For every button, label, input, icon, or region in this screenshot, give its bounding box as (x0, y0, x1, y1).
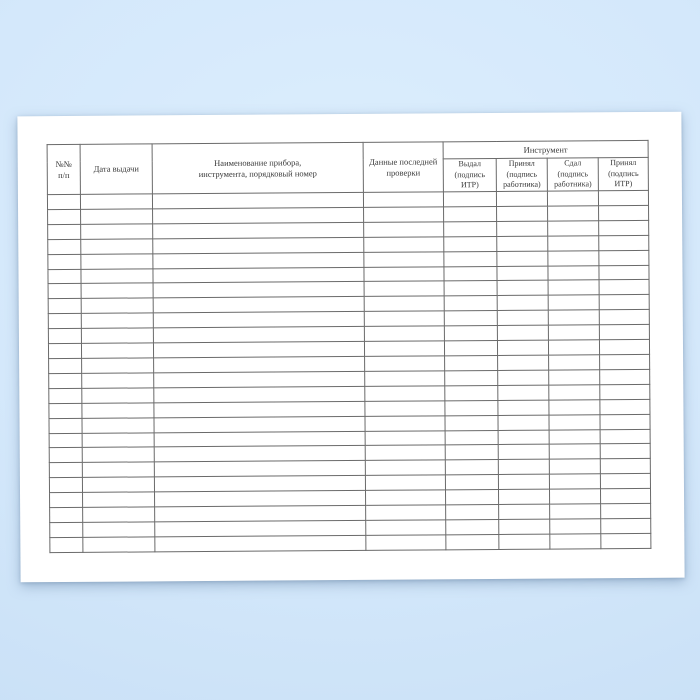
table-cell (444, 266, 497, 281)
table-cell (365, 445, 445, 460)
table-cell (48, 269, 81, 284)
table-cell (82, 358, 154, 373)
table-cell (365, 356, 445, 371)
table-cell (153, 282, 364, 298)
table-cell (601, 533, 651, 549)
table-cell (81, 313, 153, 328)
table-cell (81, 209, 153, 224)
table-cell (152, 192, 363, 208)
table-cell (364, 311, 444, 326)
table-cell (498, 430, 549, 445)
table-cell (444, 236, 497, 251)
table-cell (47, 194, 80, 209)
table-cell (364, 207, 444, 222)
table-cell (497, 221, 548, 236)
table-cell (49, 463, 82, 478)
table-cell (445, 370, 498, 385)
table-cell (154, 416, 365, 432)
table-cell (365, 430, 445, 445)
table-cell (81, 268, 153, 283)
table-cell (154, 431, 365, 447)
table-cell (497, 340, 548, 355)
table-cell (153, 222, 364, 238)
table-cell (364, 237, 444, 252)
table-cell (598, 190, 648, 205)
col-header-received-by-worker: Принял (подпись работника) (496, 158, 547, 191)
table-cell (599, 339, 649, 354)
table-cell (83, 537, 155, 553)
table-cell (155, 505, 366, 521)
table-cell (82, 477, 154, 492)
table-cell (599, 205, 649, 220)
table-cell (498, 459, 549, 474)
table-cell (498, 415, 549, 430)
table-cell (498, 355, 549, 370)
table-cell (81, 343, 153, 358)
col-header-last-check: Данные последней проверки (363, 142, 443, 193)
table-cell (49, 358, 82, 373)
table-cell (48, 314, 81, 329)
table-cell (153, 297, 364, 313)
table-cell (445, 385, 498, 400)
table-cell (599, 250, 649, 265)
table-cell (498, 400, 549, 415)
table-cell (49, 478, 82, 493)
table-cell (81, 298, 153, 313)
table-cell (548, 295, 599, 310)
table-cell (498, 370, 549, 385)
table-cell (364, 296, 444, 311)
table-cell (50, 522, 83, 537)
table-cell (365, 475, 445, 490)
table-cell (548, 265, 599, 280)
table-cell (153, 341, 364, 357)
col-header-received-by-itr: Принял (подпись ИТР) (598, 157, 648, 190)
table-cell (444, 296, 497, 311)
table-cell (599, 220, 649, 235)
table-cell (599, 325, 649, 340)
table-cell (48, 299, 81, 314)
table-cell (48, 224, 81, 239)
table-cell (499, 519, 550, 534)
table-cell (497, 281, 548, 296)
table-cell (48, 209, 81, 224)
table-cell (496, 191, 547, 206)
table-cell (445, 355, 498, 370)
table-cell (49, 433, 82, 448)
table-cell (547, 191, 598, 206)
table-cell (49, 448, 82, 463)
table-cell (48, 254, 81, 269)
table-cell (600, 474, 650, 489)
table-cell (364, 341, 444, 356)
table-cell (155, 491, 366, 507)
table-cell (81, 328, 153, 343)
table-cell (444, 251, 497, 266)
table-cell (82, 432, 154, 447)
table-cell (366, 505, 446, 520)
table-cell (549, 489, 600, 504)
table-cell (48, 329, 81, 344)
table-cell (443, 191, 496, 206)
table-cell (549, 370, 600, 385)
table-cell (497, 206, 548, 221)
table-cell (80, 194, 152, 209)
table-cell (154, 356, 365, 372)
table-cell (550, 519, 601, 534)
table-cell (153, 327, 364, 343)
table-cell (445, 400, 498, 415)
table-cell (446, 534, 499, 550)
table-cell (82, 462, 154, 477)
table-cell (444, 206, 497, 221)
col-header-item-name: Наименование прибора, инструмента, порядковый номер (152, 142, 363, 193)
table-cell (599, 235, 649, 250)
table-cell (444, 221, 497, 236)
table-cell (154, 461, 365, 477)
table-row (50, 533, 651, 552)
table-cell (550, 504, 601, 519)
table-cell (549, 385, 600, 400)
table-cell (363, 192, 443, 207)
table-cell (82, 417, 154, 432)
col-header-number: №№ п/п (47, 144, 80, 194)
table-cell (364, 251, 444, 266)
table-cell (364, 222, 444, 237)
table-cell (446, 490, 499, 505)
table-cell (599, 310, 649, 325)
table-cell (446, 505, 499, 520)
table-cell (600, 384, 650, 399)
table-cell (599, 280, 649, 295)
table-cell (600, 414, 650, 429)
table-cell (549, 474, 600, 489)
table-cell (600, 429, 650, 444)
table-cell (497, 251, 548, 266)
table-cell (445, 460, 498, 475)
table-cell (498, 445, 549, 460)
table-cell (49, 418, 82, 433)
table-cell (549, 414, 600, 429)
table-cell (498, 385, 549, 400)
table-cell (366, 535, 446, 551)
table-cell (600, 354, 650, 369)
table-cell (549, 355, 600, 370)
tool-issuance-log-table (47, 140, 652, 553)
table-cell (82, 388, 154, 403)
table-cell (497, 236, 548, 251)
table-cell (153, 267, 364, 283)
table-cell (599, 265, 649, 280)
table-cell (49, 373, 82, 388)
table-cell (81, 254, 153, 269)
table-cell (497, 310, 548, 325)
table-cell (444, 341, 497, 356)
table-cell (154, 401, 365, 417)
table-cell (153, 237, 364, 253)
table-cell (81, 283, 153, 298)
table-cell (600, 489, 650, 504)
table-cell (48, 239, 81, 254)
table-cell (445, 430, 498, 445)
table-cell (600, 444, 650, 459)
table-cell (549, 429, 600, 444)
table-cell (600, 399, 650, 414)
table-cell (548, 206, 599, 221)
table-cell (82, 403, 154, 418)
table-cell (498, 489, 549, 504)
table-cell (366, 490, 446, 505)
table-cell (50, 537, 83, 552)
table-cell (81, 239, 153, 254)
table-cell (364, 266, 444, 281)
table-cell (498, 474, 549, 489)
table-cell (497, 266, 548, 281)
col-group-header-instrument: Инструмент (443, 140, 648, 158)
table-cell (50, 507, 83, 522)
col-header-issued-by-itr: Выдал (подпись ИТР) (443, 158, 496, 191)
table-cell (365, 460, 445, 475)
table-cell (365, 415, 445, 430)
table-cell (364, 281, 444, 296)
table-cell (50, 493, 83, 508)
col-header-returned-by-worker: Сдал (подпись работника) (547, 158, 598, 191)
table-cell (548, 235, 599, 250)
table-cell (155, 535, 366, 552)
table-cell (601, 503, 651, 518)
table-cell (82, 373, 154, 388)
table-cell (154, 371, 365, 387)
table-cell (599, 295, 649, 310)
table-cell (83, 492, 155, 507)
table-cell (365, 401, 445, 416)
table-cell (549, 399, 600, 414)
table-cell (497, 295, 548, 310)
table-cell (444, 311, 497, 326)
table-cell (366, 520, 446, 535)
table-cell (83, 507, 155, 522)
table-header (47, 140, 648, 194)
table-cell (83, 522, 155, 537)
table-cell (154, 386, 365, 402)
table-body (47, 190, 651, 552)
table-cell (444, 281, 497, 296)
table-cell (600, 459, 650, 474)
table-cell (49, 403, 82, 418)
table-cell (82, 447, 154, 462)
table-cell (549, 459, 600, 474)
table-cell (365, 386, 445, 401)
table-cell (445, 475, 498, 490)
table-cell (446, 519, 499, 534)
table-cell (364, 326, 444, 341)
table-cell (48, 343, 81, 358)
table-cell (499, 534, 550, 550)
table-cell (550, 534, 601, 550)
table-cell (549, 444, 600, 459)
table-cell (155, 520, 366, 536)
table-cell (81, 224, 153, 239)
table-cell (445, 445, 498, 460)
table-cell (365, 371, 445, 386)
table-cell (548, 340, 599, 355)
table-cell (444, 326, 497, 341)
table-cell (49, 388, 82, 403)
table-cell (548, 280, 599, 295)
col-header-issue-date: Дата выдачи (80, 144, 152, 195)
table-cell (499, 504, 550, 519)
table-cell (600, 369, 650, 384)
table-cell (153, 252, 364, 268)
table-cell (445, 415, 498, 430)
table-cell (548, 310, 599, 325)
table-cell (153, 312, 364, 328)
table-cell (548, 250, 599, 265)
table-cell (601, 518, 651, 533)
table-cell (153, 207, 364, 223)
table-cell (48, 284, 81, 299)
table-cell (154, 446, 365, 462)
table-cell (497, 325, 548, 340)
table-cell (548, 221, 599, 236)
table-cell (154, 476, 365, 492)
document-page (17, 112, 684, 583)
table-cell (548, 325, 599, 340)
